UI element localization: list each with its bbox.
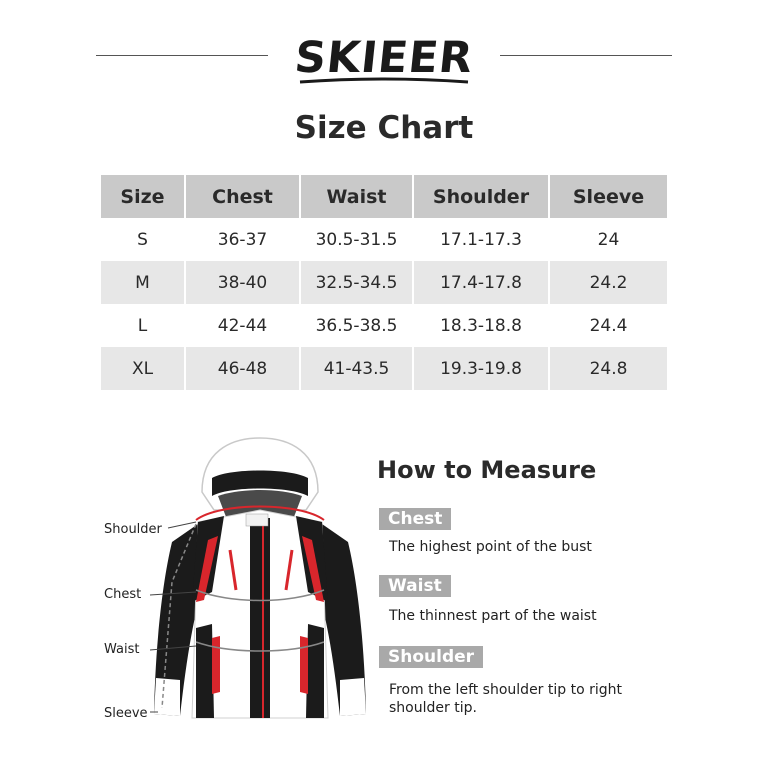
brand-divider-right — [500, 55, 672, 56]
table-row — [101, 304, 667, 347]
desc-shoulder-line2: shoulder tip. — [389, 700, 477, 716]
cell-chest: 42-44 — [184, 304, 299, 347]
header-waist: Waist — [299, 175, 412, 218]
cell-waist: 36.5-38.5 — [299, 304, 412, 347]
cell-sleeve: 24.4 — [548, 304, 667, 347]
cell-size: L — [137, 315, 148, 336]
cell-shoulder: 17.1-17.3 — [412, 218, 548, 261]
tag-chest: Chest — [379, 508, 451, 530]
header-size: Size — [101, 175, 184, 218]
logo-underline — [298, 74, 470, 84]
header-shoulder: Shoulder — [412, 175, 548, 218]
cell-size: XL — [101, 347, 184, 390]
cell-sleeve: 24.2 — [548, 261, 667, 304]
brand-divider-left — [96, 55, 268, 56]
desc-waist: The thinnest part of the waist — [389, 608, 597, 624]
cell-shoulder: 18.3-18.8 — [412, 304, 548, 347]
size-chart-table — [101, 175, 667, 390]
cell-sleeve: 24 — [548, 218, 667, 261]
cell-waist: 41-43.5 — [299, 347, 412, 390]
label-chest: Chest — [104, 587, 142, 602]
cell-shoulder: 19.3-19.8 — [412, 347, 548, 390]
how-to-measure-title: How to Measure — [377, 456, 597, 484]
desc-shoulder-line1: From the left shoulder tip to right — [389, 682, 623, 698]
cell-shoulder: 17.4-17.8 — [412, 261, 548, 304]
table-header-row — [101, 175, 667, 218]
cell-chest: 46-48 — [184, 347, 299, 390]
cell-size: S — [137, 229, 148, 250]
desc-chest: The highest point of the bust — [389, 539, 592, 555]
brand-logo: SKIEER — [292, 33, 476, 83]
cell-waist: 30.5-31.5 — [299, 218, 412, 261]
tag-waist: Waist — [379, 575, 451, 597]
label-waist: Waist — [104, 642, 140, 657]
cell-sleeve: 24.8 — [548, 347, 667, 390]
cell-size: M — [101, 261, 184, 304]
header-chest: Chest — [184, 175, 299, 218]
jacket-illustration-area — [100, 432, 390, 732]
table-row — [101, 347, 667, 390]
cell-chest: 36-37 — [184, 218, 299, 261]
cell-chest: 38-40 — [184, 261, 299, 304]
tag-shoulder: Shoulder — [379, 646, 483, 668]
jacket-illustration — [100, 432, 390, 732]
table-row — [101, 261, 667, 304]
label-shoulder: Shoulder — [104, 522, 162, 537]
page-title: Size Chart — [294, 110, 474, 146]
brand-row — [0, 28, 768, 88]
label-sleeve: Sleeve — [104, 706, 148, 721]
header-sleeve: Sleeve — [548, 175, 667, 218]
table-row — [101, 218, 667, 261]
cell-waist: 32.5-34.5 — [299, 261, 412, 304]
